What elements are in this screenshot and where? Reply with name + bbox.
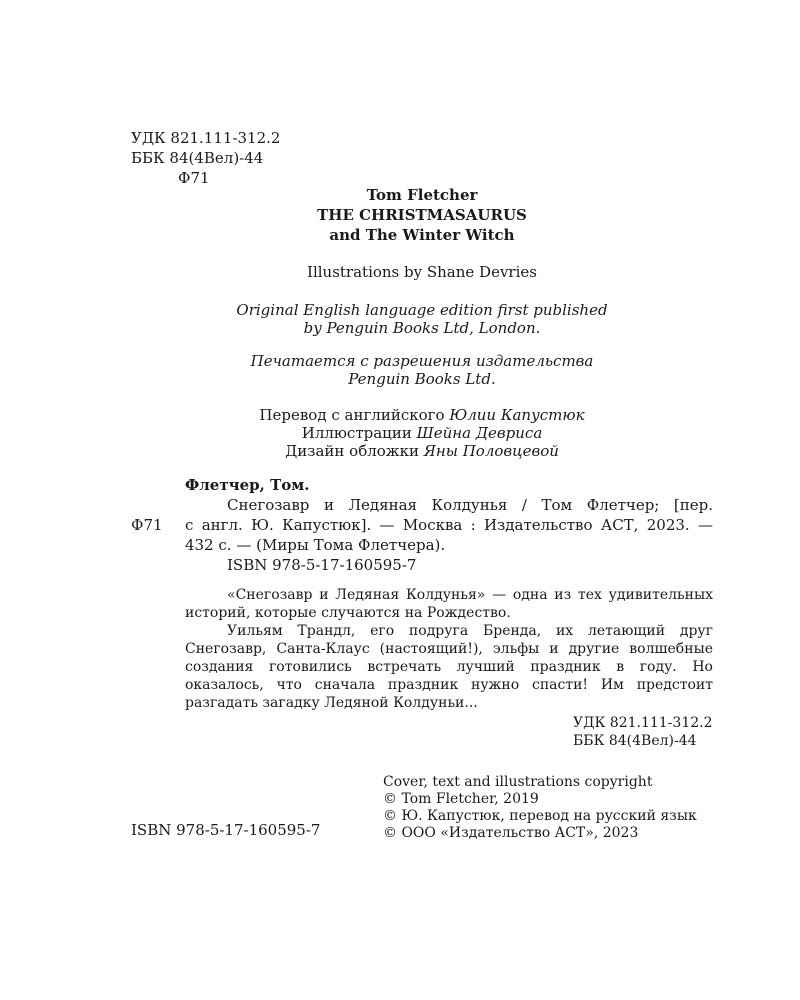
original-edition-line2: by Penguin Books Ltd, London.	[303, 319, 541, 337]
illustrations-credit: Illustrations by Shane Devries	[307, 263, 537, 281]
catalog-mark: Ф71	[131, 516, 163, 534]
illustrator-prefix: Иллюстрации	[301, 424, 412, 442]
copyright-line: © Tom Fletcher, 2019	[383, 791, 539, 807]
annotation-line: Уильям Трандл, его подруга Бренда, их летающий друг	[227, 623, 713, 639]
copyright-line: © Ю. Капустюк, перевод на русский язык	[383, 808, 697, 824]
annotation-line: разгадать загадку Ледяной Колдуньи...	[185, 695, 478, 711]
cover-designer-name: Яны Половцевой	[423, 442, 559, 460]
copyright-line: Cover, text and illustrations copyright	[383, 774, 653, 790]
illustrator-credit	[150, 423, 694, 443]
permission-line2: Penguin Books Ltd.	[348, 370, 496, 388]
udk-code: УДК 821.111-312.2	[131, 129, 281, 147]
annotation-bbk: ББК 84(4Вел)-44	[573, 733, 697, 749]
illustrator-name: Шейна Девриса	[416, 424, 543, 442]
permission-line1: Печатается с разрешения издательства	[250, 352, 594, 370]
copyright-line: © ООО «Издательство АСТ», 2023	[383, 825, 639, 841]
annotation-line: «Снегозавр и Ледяная Колдунья» — одна из тех удивительных	[227, 587, 713, 603]
catalog-line3: 432 с. — (Миры Тома Флетчера).	[185, 536, 446, 554]
cover-design-credit	[150, 441, 694, 461]
translator-name: Юлии Капустюк	[449, 406, 585, 424]
translation-prefix: Перевод с английского	[259, 406, 445, 424]
book-title: THE CHRISTMASAURUS	[317, 206, 527, 224]
annotation-line: Снегозавр, Санта-Клаус (настоящий!), эльфы и другие волшебные	[185, 641, 713, 657]
annotation-line: историй, которые случаются на Рождество.	[185, 605, 511, 621]
author-mark: Ф71	[178, 169, 210, 187]
original-edition-line1: Original English language edition first published	[236, 301, 608, 319]
cover-design-prefix: Дизайн обложки	[285, 442, 419, 460]
book-author: Tom Fletcher	[366, 186, 478, 204]
catalog-heading: Флетчер, Том.	[185, 476, 310, 494]
catalog-line2: с англ. Ю. Капустюк]. — Москва : Издательство АСТ, 2023. —	[185, 516, 713, 534]
annotation-line: оказалось, что сначала праздник нужно спасти! Им предстоит	[185, 677, 713, 693]
catalog-isbn: ISBN 978-5-17-160595-7	[227, 556, 417, 574]
catalog-line1: Снегозавр и Ледяная Колдунья / Том Флетчер; [пер.	[227, 496, 713, 514]
book-subtitle: and The Winter Witch	[329, 226, 515, 244]
translation-credit	[150, 405, 694, 425]
annotation-udk: УДК 821.111-312.2	[573, 715, 713, 731]
footer-isbn: ISBN 978-5-17-160595-7	[131, 821, 321, 839]
annotation-line: создания готовились встречать лучший праздник в году. Но	[185, 659, 713, 675]
bbk-code: ББК 84(4Вел)-44	[131, 149, 264, 167]
